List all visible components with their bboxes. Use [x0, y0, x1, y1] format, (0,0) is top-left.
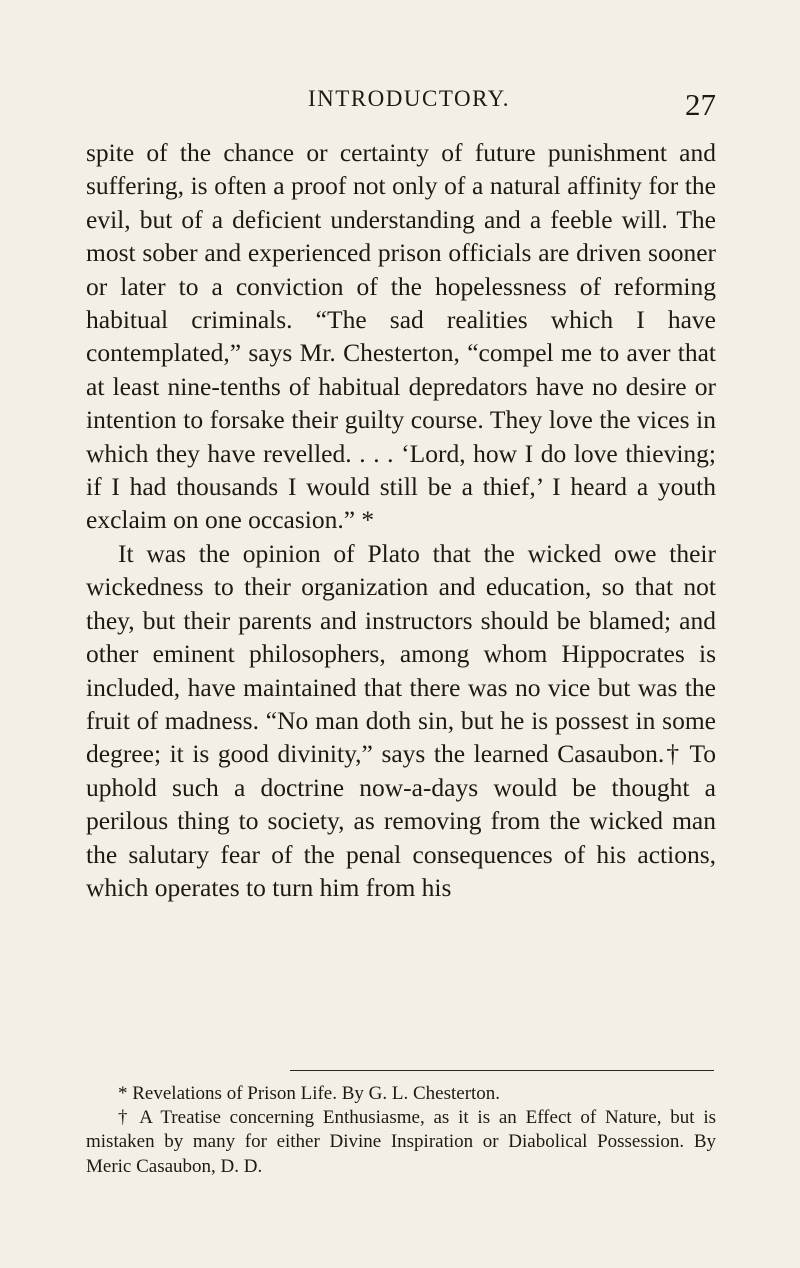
- footnote-separator: [290, 1070, 714, 1071]
- paragraph: spite of the chance or certainty of future punishment and suffering, is often a proof not only of a natural affinity for the evil, but of a deficient understanding and a feeble will. The most sober and experienced prison officials are driven sooner or later to a conviction of the hopelessness of reforming habitual criminals. “The sad realities which I have contemplated,” says Mr. Chesterton, “compel me to aver that at least nine-tenths of habitual depredators have no desire or intention to forsake their guilty course. They love the vices in which they have revelled. . . . ‘Lord, how I do love thieving; if I had thousands I would still be a thief,’ I heard a youth exclaim on one occasion.” *: [86, 138, 716, 535]
- body-text: [86, 136, 716, 904]
- footnote: † A Treatise concerning Enthusiasme, as it is an Effect of Nature, but is mistaken by many for either Divine Inspiration or Diabolical Possession. By Meric Casaubon, D. D.: [86, 1107, 716, 1177]
- footnote: * Revelations of Prison Life. By G. L. Chesterton.: [118, 1083, 501, 1104]
- running-title: INTRODUCTORY.: [308, 86, 511, 111]
- page-header: [308, 86, 716, 126]
- paragraph: It was the opinion of Plato that the wicked owe their wickedness to their organization and education, so that not they, but their parents and instructors should be blamed; and other eminent philosophers, among whom Hippocrates is included, have maintained that there was no vice but was the fruit of madness. “No man doth sin, but he is possest in some degree; it is good divinity,” says the learned Casaubon.† To uphold such a doctrine now-a-days would be thought a perilous thing to society, as removing from the wicked man the salutary fear of the penal consequences of his actions, which operates to turn him from his: [86, 538, 716, 902]
- page-number: 27: [685, 87, 716, 122]
- footnotes: [86, 1082, 716, 1179]
